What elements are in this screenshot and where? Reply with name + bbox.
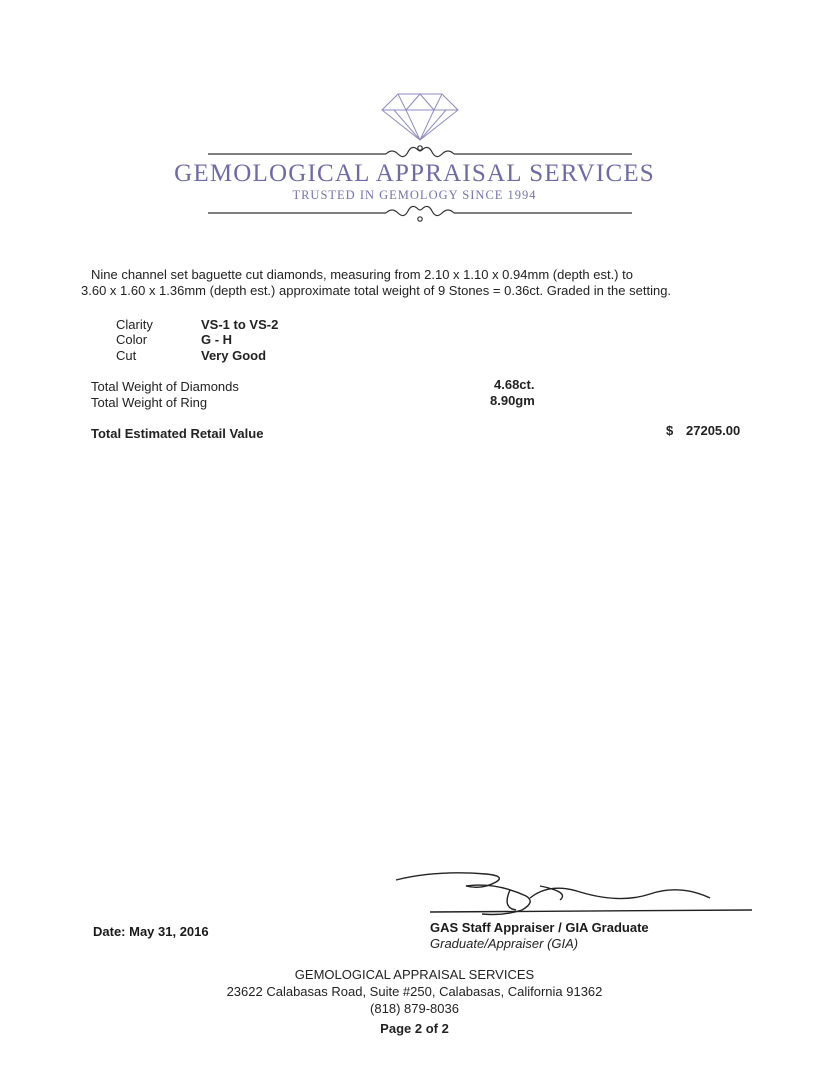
signature-image [390,868,760,918]
description-line-1: Nine channel set baguette cut diamonds, measuring from 2.10 x 1.10 x 0.94mm (depth est.) to [91,267,633,282]
spec-value-clarity: VS-1 to VS-2 [201,317,279,332]
spec-value-cut: Very Good [201,348,267,363]
spec-label-color: Color [116,332,148,347]
company-logo [200,88,640,230]
appraiser-name: GAS Staff Appraiser / GIA Graduate [430,920,649,935]
description-line-2: 3.60 x 1.60 x 1.36mm (depth est.) approximate total weight of 9 Stones = 0.36ct. Graded in the setting. [81,283,672,298]
total-weight-diamonds-label: Total Weight of Diamonds [91,379,239,394]
total-weight-diamonds-value: 4.68ct. [494,377,535,392]
bottom-ornament-rule [208,206,632,221]
spec-value-color: G - H [201,332,233,347]
spec-label-clarity: Clarity [116,317,153,332]
signature-date: Date: May 31, 2016 [93,924,209,939]
total-weight-ring-label: Total Weight of Ring [91,395,208,410]
brand-tagline: TRUSTED IN GEMOLOGY SINCE 1994 [292,188,537,202]
retail-value-amount: 27205.00 [686,423,741,438]
retail-value-label: Total Estimated Retail Value [91,426,264,441]
footer-phone: (818) 879-8036 [370,1001,459,1016]
spec-label-cut: Cut [116,348,137,363]
footer-address: 23622 Calabasas Road, Suite #250, Calabasas, California 91362 [226,984,603,999]
brand-name: GEMOLOGICAL APPRAISAL SERVICES [174,160,655,187]
footer-company: GEMOLOGICAL APPRAISAL SERVICES [294,967,535,982]
retail-value-currency: $ [666,423,674,438]
page-number: Page 2 of 2 [380,1021,449,1036]
diamond-icon [382,94,458,140]
total-weight-ring-value: 8.90gm [490,393,535,408]
appraiser-title: Graduate/Appraiser (GIA) [430,936,579,951]
top-ornament-rule [208,146,632,157]
